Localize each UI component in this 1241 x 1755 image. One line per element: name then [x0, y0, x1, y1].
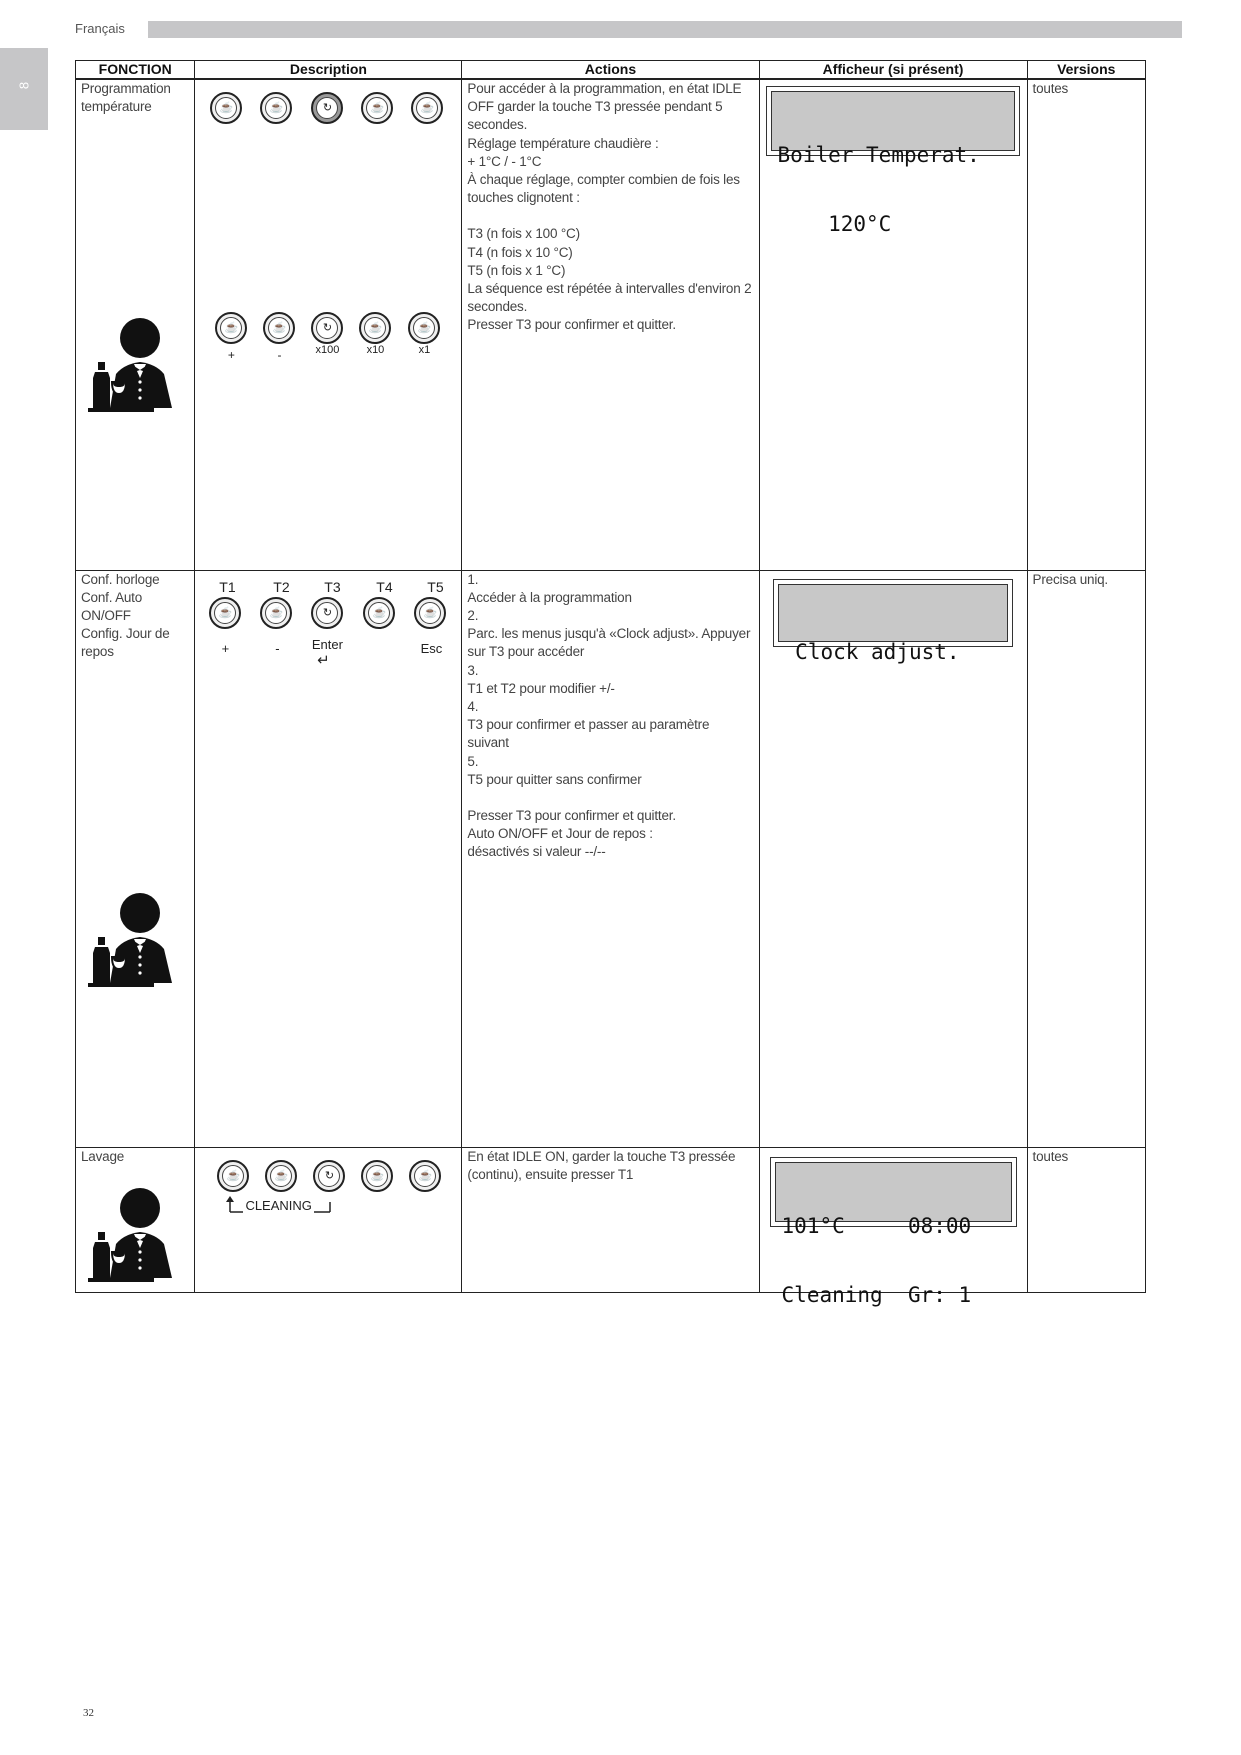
col-header: Afficheur (si présent) — [759, 61, 1027, 80]
versions-cell — [1027, 1147, 1145, 1292]
waiter-icon — [84, 891, 180, 987]
fonction-line: Programmation — [81, 81, 171, 96]
action-line: sur T3 pour accéder — [467, 644, 585, 660]
table-row — [76, 570, 1146, 1147]
fonction-line: ON/OFF — [81, 607, 131, 623]
action-line — [467, 207, 753, 225]
lcd-screen — [771, 91, 1015, 236]
display-cell — [759, 1147, 1027, 1307]
versions-text: toutes — [1032, 1148, 1069, 1164]
coffee-cup-button-icon: ☕ — [361, 92, 393, 124]
action-line: touches clignotent : — [467, 190, 580, 206]
action-line: Presser T3 pour confirmer et quitter. — [467, 807, 676, 823]
action-line: En état IDLE ON, garder la touche T3 pressée — [467, 1148, 736, 1164]
action-line: À chaque réglage, compter combien de fois les — [467, 172, 740, 188]
button-label: + — [221, 640, 230, 656]
action-line — [467, 789, 753, 807]
fonction-line: Lavage — [81, 1148, 125, 1164]
button-top-label: T3 — [324, 578, 341, 595]
display-cell — [759, 79, 1027, 570]
rotating-cup-button-icon: ↻ — [311, 312, 343, 344]
fonction-line: Conf. horloge — [81, 571, 160, 587]
action-line: secondes. — [467, 299, 528, 315]
table-row — [76, 1147, 1146, 1292]
lcd-screen — [775, 1162, 1012, 1307]
fonction-line: Conf. Auto — [81, 589, 143, 605]
action-line: suivant — [467, 735, 509, 751]
action-line: Accéder à la programmation — [467, 589, 632, 605]
fonction-line: température — [81, 99, 152, 115]
button-label: - — [275, 640, 280, 656]
action-line: Pour accéder à la programmation, en état IDLE — [467, 81, 742, 96]
coffee-cup-button-icon: ☕ — [363, 597, 395, 629]
language-label: Français — [75, 21, 125, 36]
side-tab — [0, 48, 48, 130]
button-label: Esc — [420, 640, 443, 656]
coffee-cup-button-icon: ☕ — [414, 597, 446, 629]
coffee-cup-button-icon: ☕ — [409, 1160, 441, 1192]
actions-text — [462, 80, 758, 335]
fonction-text — [76, 571, 194, 662]
versions-cell — [1027, 79, 1145, 570]
description-cell — [195, 1147, 462, 1292]
lcd-line: Boiler Temperat. — [777, 143, 980, 167]
versions-cell — [1027, 570, 1145, 1147]
fonction-cell — [76, 1147, 195, 1292]
action-line: 3. — [467, 662, 479, 678]
versions-text: toutes — [1032, 81, 1069, 96]
lcd-line: 101°C 08:00 — [781, 1213, 972, 1238]
action-line: Parc. les menus jusqu'à «Clock adjust». Appuyer — [467, 626, 751, 642]
lcd-screen — [778, 584, 1008, 664]
action-line: (continu), ensuite presser T1 — [467, 1166, 634, 1182]
lcd-display — [766, 86, 1020, 236]
col-header: Description — [195, 61, 462, 80]
rotating-cup-button-icon: ↻ — [313, 1160, 345, 1192]
button-label: x10 — [366, 344, 385, 356]
action-line: T1 et T2 pour modifier +/- — [467, 680, 615, 696]
page-number: 32 — [83, 1707, 94, 1719]
enter-icon: ↵ — [317, 651, 330, 669]
action-line: 1. — [467, 571, 479, 587]
display-cell — [759, 570, 1027, 1147]
description-cell — [195, 570, 462, 1147]
action-line: T5 pour quitter sans confirmer — [467, 771, 642, 787]
coffee-cup-button-icon: ☕ — [217, 1160, 249, 1192]
coffee-cup-button-icon: ☕ — [359, 312, 391, 344]
button-top-label: T5 — [427, 578, 444, 595]
coffee-cup-button-icon: ☕ — [265, 1160, 297, 1192]
action-line: 5. — [467, 753, 479, 769]
button-label: - — [277, 348, 282, 362]
fonction-text — [76, 80, 194, 116]
coffee-cup-button-icon: ☕ — [260, 597, 292, 629]
rotating-cup-button-icon: ↻ — [311, 597, 343, 629]
description-cell — [195, 79, 462, 570]
coffee-cup-button-icon: ☕ — [209, 597, 241, 629]
fonction-cell — [76, 570, 195, 1147]
fonction-line: repos — [81, 644, 114, 660]
col-header: FONCTION — [76, 61, 195, 80]
actions-text — [462, 571, 758, 862]
action-line: T4 (n fois x 10 °C) — [467, 244, 573, 260]
action-line: + 1°C / - 1°C — [467, 153, 542, 169]
lcd-display — [770, 1157, 1017, 1307]
coffee-cup-button-icon: ☕ — [210, 92, 242, 124]
actions-text — [462, 1148, 758, 1184]
coffee-cup-button-icon: ☕ — [408, 312, 440, 344]
lcd-line: Clock adjust. — [782, 639, 960, 664]
lcd-display — [773, 579, 1013, 664]
action-line: secondes. — [467, 117, 528, 133]
coffee-cup-button-icon: ☕ — [361, 1160, 393, 1192]
button-label: x1 — [418, 344, 431, 356]
fonction-line: Config. Jour de — [81, 626, 170, 642]
fonction-cell — [76, 79, 195, 570]
action-line: Réglage température chaudière : — [467, 135, 659, 151]
action-line: T5 (n fois x 1 °C) — [467, 262, 566, 278]
action-line: Presser T3 pour confirmer et quitter. — [467, 317, 676, 333]
col-header: Actions — [462, 61, 759, 80]
lcd-line: Cleaning Gr: 1 — [781, 1282, 972, 1307]
action-line: T3 (n fois x 100 °C) — [467, 226, 580, 242]
side-tab-number: 8 — [16, 81, 32, 90]
header-bar — [148, 21, 1182, 38]
actions-cell — [462, 570, 759, 1147]
button-top-label: T2 — [273, 578, 290, 595]
waiter-icon — [84, 316, 180, 412]
versions-text: Precisa uniq. — [1032, 571, 1108, 587]
col-header: Versions — [1027, 61, 1145, 80]
coffee-cup-button-icon: ☕ — [263, 312, 295, 344]
waiter-icon — [84, 1186, 180, 1282]
function-table — [75, 60, 1146, 1307]
enter-label: Enter — [311, 636, 343, 652]
action-line: 2. — [467, 607, 479, 623]
coffee-cup-button-icon: ☕ — [215, 312, 247, 344]
cleaning-label: CLEANING — [245, 1197, 312, 1213]
action-line: Auto ON/OFF et Jour de repos : — [467, 826, 653, 842]
action-line: désactivés si valeur --/-- — [467, 844, 606, 860]
table-header-row — [76, 61, 1146, 80]
rotating-cup-button-icon: ↻ — [311, 92, 343, 124]
button-top-label: T4 — [376, 578, 393, 595]
coffee-cup-button-icon: ☕ — [260, 92, 292, 124]
fonction-text — [76, 1148, 194, 1166]
action-line: 4. — [467, 698, 479, 714]
button-label: + — [227, 348, 235, 362]
actions-cell — [462, 1147, 759, 1292]
actions-cell — [462, 79, 759, 570]
action-line: T3 pour confirmer et passer au paramètre — [467, 717, 710, 733]
action-line: OFF garder la touche T3 pressée pendant 5 — [467, 99, 723, 115]
action-line: La séquence est répétée à intervalles d'environ 2 — [467, 281, 752, 297]
coffee-cup-button-icon: ☕ — [411, 92, 443, 124]
lcd-line: 120°C — [777, 212, 892, 236]
button-top-label: T1 — [219, 578, 236, 595]
table-row — [76, 79, 1146, 570]
button-label: x100 — [315, 344, 340, 356]
